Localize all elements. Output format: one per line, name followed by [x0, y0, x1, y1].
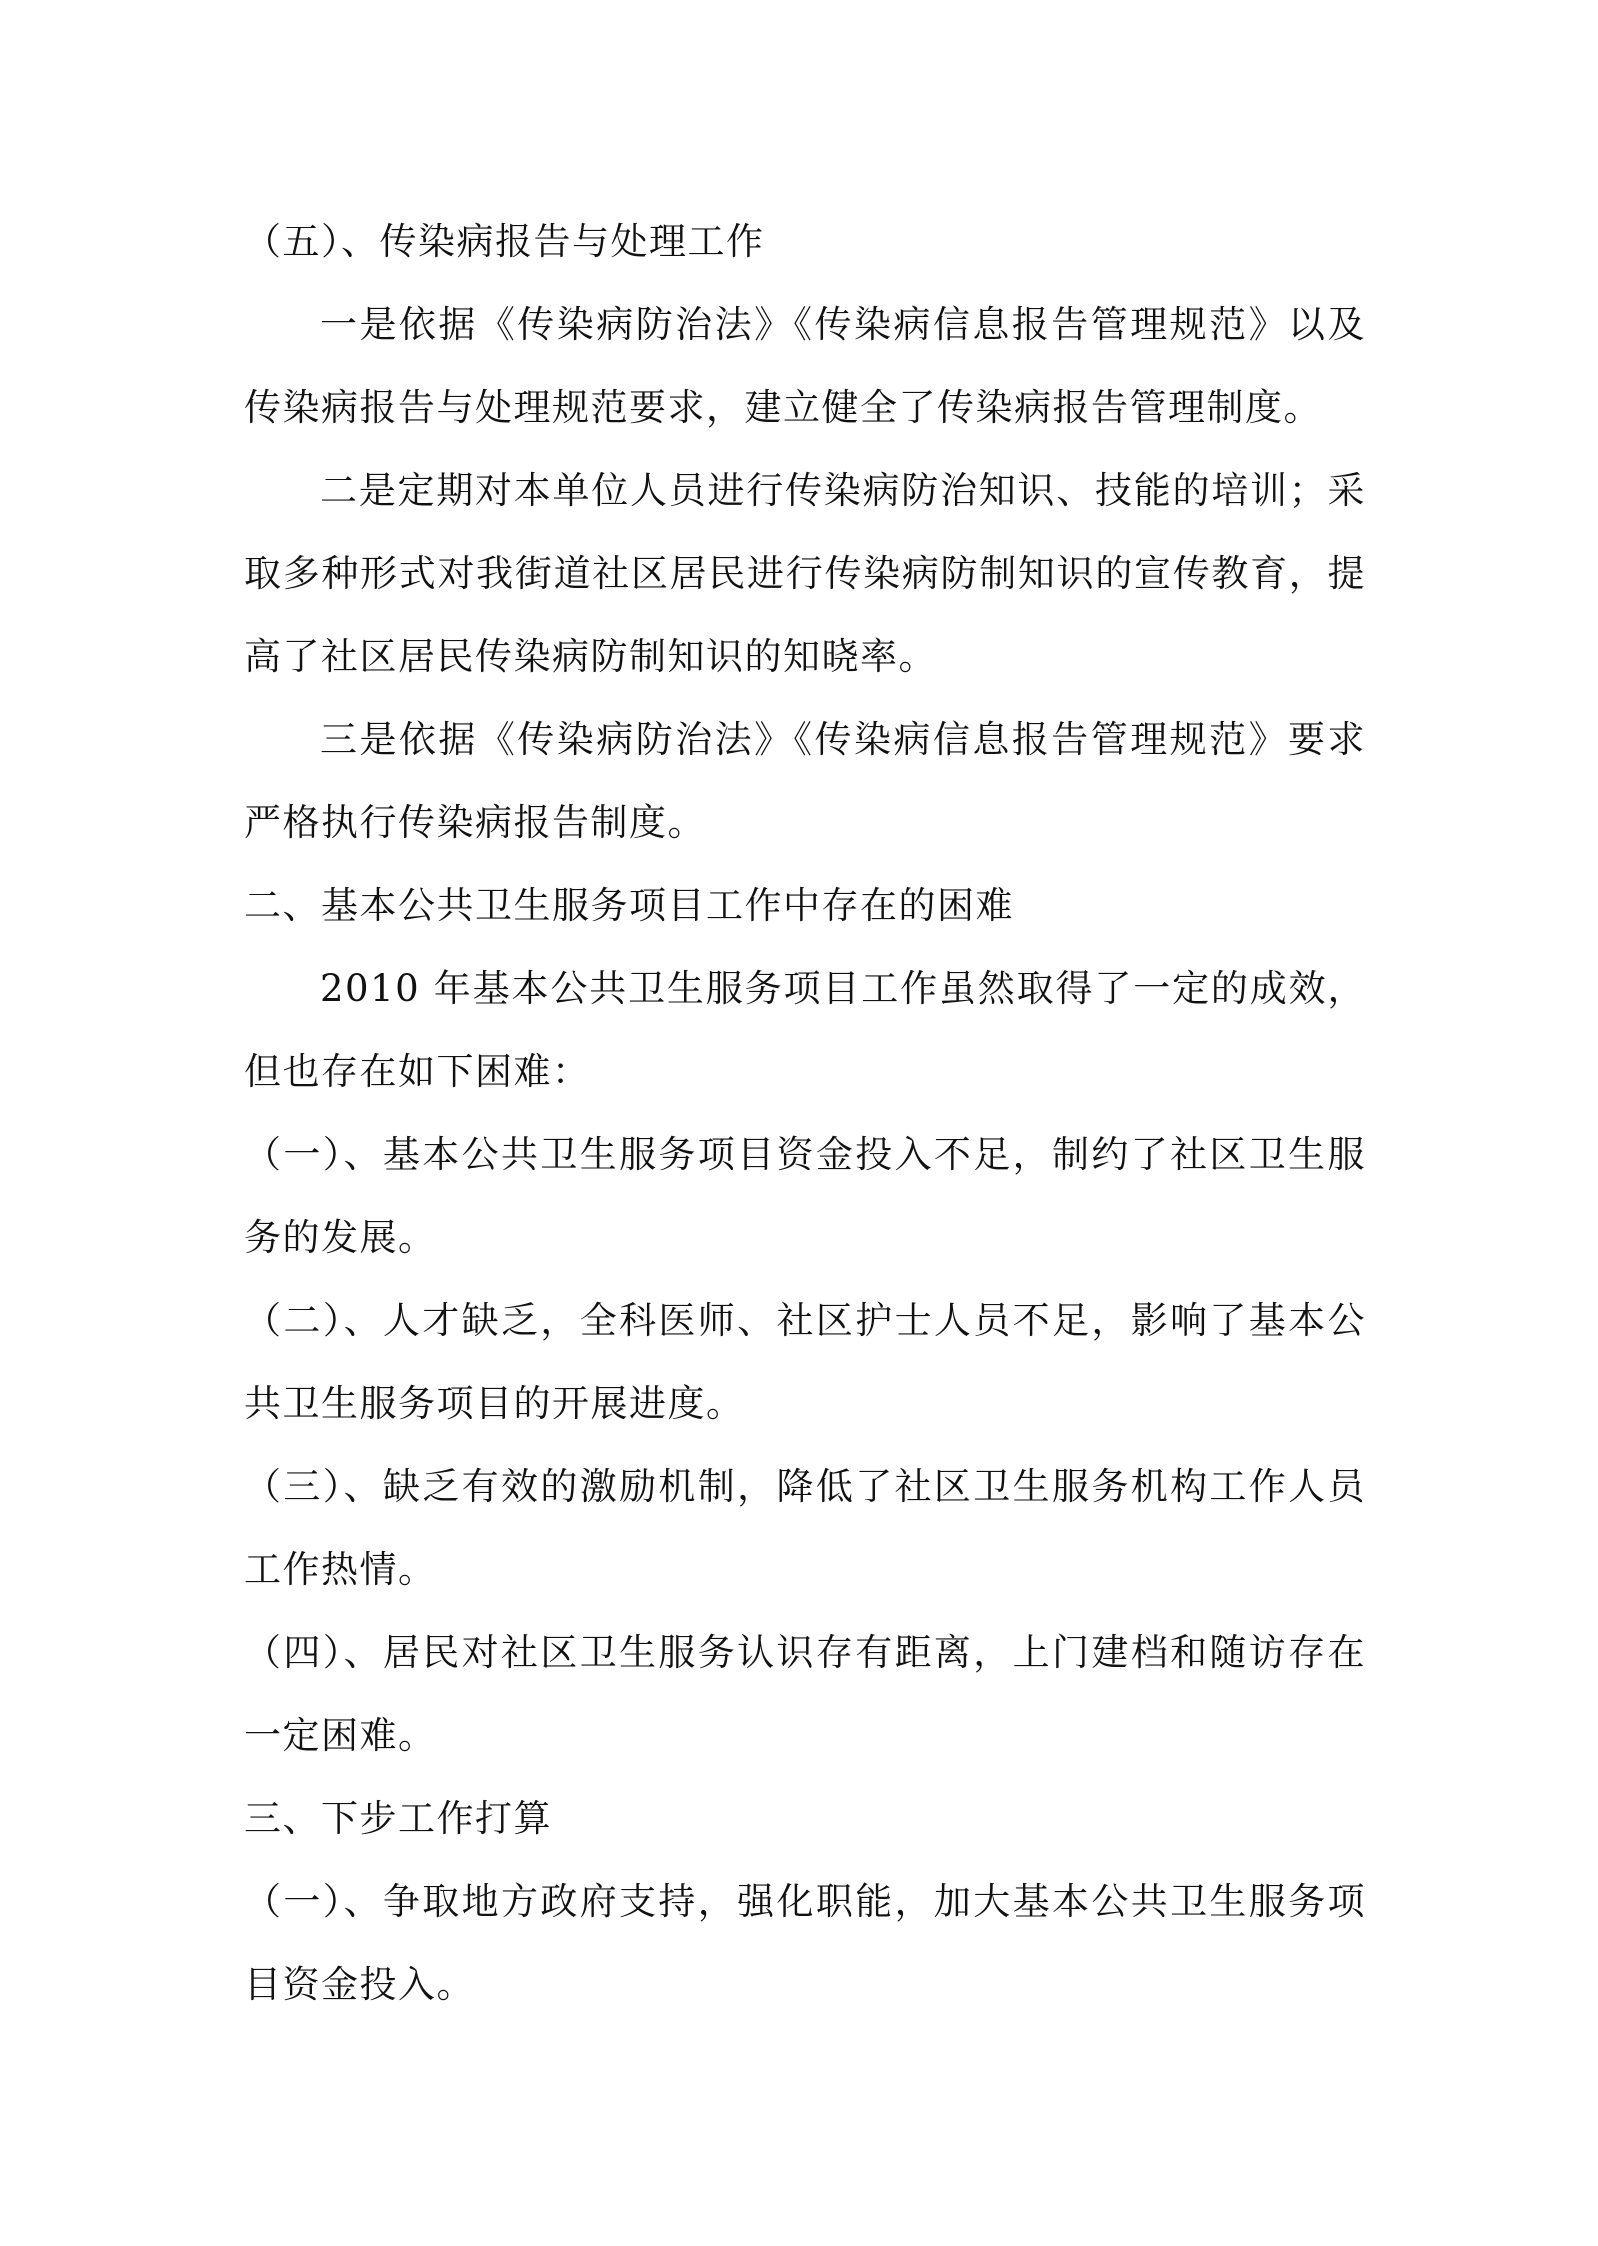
list-item-difficulty-1: （一）、基本公共卫生服务项目资金投入不足，制约了社区卫生服务的发展。: [244, 1133, 1366, 1259]
paragraph-point-three: 三是依据《传染病防治法》《传染病信息报告管理规范》要求严格执行传染病报告制度。: [244, 718, 1366, 844]
section-heading-infectious-disease: （五）、传染病报告与处理工作: [244, 220, 765, 263]
paragraph-point-one: 一是依据《传染病防治法》《传染病信息报告管理规范》以及传染病报告与处理规范要求，建立健全了传染病报告管理制度。: [244, 303, 1366, 429]
document-body: [244, 200, 1366, 2026]
section-heading-next-steps: 三、下步工作打算: [244, 1797, 552, 1840]
paragraph-point-two: 二是定期对本单位人员进行传染病防治知识、技能的培训；采取多种形式对我街道社区居民进行传染病防制知识的宣传教育，提高了社区居民传染病防制知识的知晓率。: [244, 469, 1366, 678]
paragraph-difficulties-intro: 2010 年基本公共卫生服务项目工作虽然取得了一定的成效，但也存在如下困难：: [244, 967, 1366, 1093]
list-item-difficulty-2: （二）、人才缺乏，全科医师、社区护士人员不足，影响了基本公共卫生服务项目的开展进度。: [244, 1299, 1366, 1425]
list-item-difficulty-3: （三）、缺乏有效的激励机制，降低了社区卫生服务机构工作人员工作热情。: [244, 1465, 1366, 1591]
section-heading-difficulties: 二、基本公共卫生服务项目工作中存在的困难: [244, 884, 1014, 927]
list-item-difficulty-4: （四）、居民对社区卫生服务认识存有距离，上门建档和随访存在一定困难。: [244, 1631, 1366, 1757]
list-item-next-step-1: （一）、争取地方政府支持，强化职能，加大基本公共卫生服务项目资金投入。: [244, 1880, 1366, 2006]
